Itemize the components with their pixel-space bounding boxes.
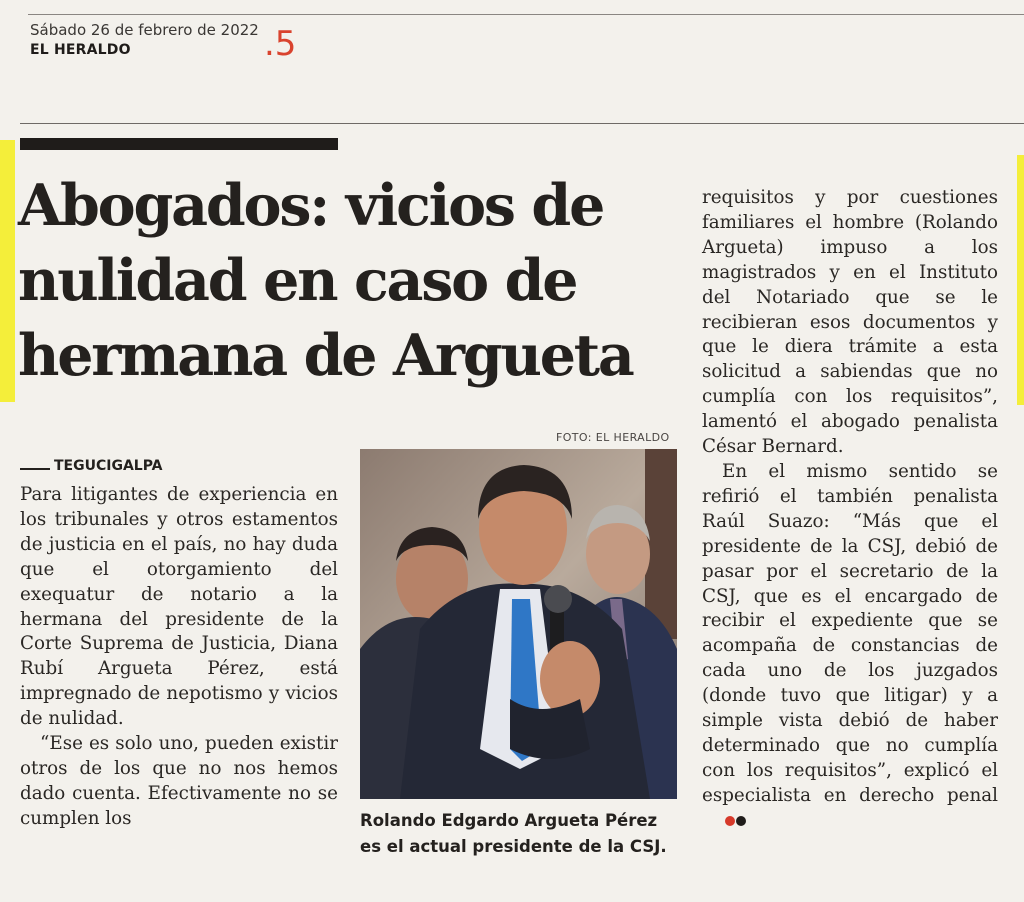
- newspaper-name: EL HERALDO: [30, 42, 131, 58]
- paragraph: requisitos y por cuestiones familiares el hombre (Rolando Argueta) impuso a los magistrados y en el Instituto del Notariado que se le recibieran esos documentos y que le diera trámite a esta solicitud a sabiendas que no cumplía con los requisitos”, lamentó el abogado penalista César Bernard.: [702, 187, 998, 458]
- page-number: .5: [264, 24, 297, 64]
- header-rule: [20, 123, 1024, 124]
- photo-illustration: [360, 449, 677, 799]
- headline-bar: [20, 138, 338, 150]
- end-dot-red: [725, 816, 735, 826]
- dateline: [20, 458, 163, 474]
- end-dot-black: [736, 816, 746, 826]
- highlighter-mark-left: [0, 140, 15, 402]
- top-rule: [28, 14, 1024, 15]
- paragraph: “Ese es solo uno, pueden existir otros de los que no nos hemos dado cuenta. Efectivamente no se cumplen los: [20, 733, 338, 829]
- paragraph: Para litigantes de experiencia en los tribunales y otros estamentos de justicia en el país, no hay duda que el otorgamiento del exequatur de notario a la hermana del presidente de la Corte Suprema de Justicia, Diana Rubí Argueta Pérez, está impregnado de nepotismo y vicios de nulidad.: [20, 484, 338, 730]
- paragraph-final: [702, 460, 998, 834]
- dateline-text: TEGUCIGALPA: [54, 458, 163, 474]
- paragraph-final-text: En el mismo sentido se refirió el también penalista Raúl Suazo: “Más que el presidente de la CSJ, debió de pasar por el secretario de la CSJ, que es el encargado de recibir el expediente que se acompaña de constancias de cada uno de los juzgados (donde tuvo que litigar) y a simple vista debió de haber determinado que no cumplía con los requisitos”, explicó el especialista en derecho penal: [702, 460, 998, 806]
- dateline-dash: [20, 468, 50, 470]
- end-of-article-icon: [704, 809, 746, 834]
- photo-caption: Rolando Edgardo Argueta Pérez es el actual presidente de la CSJ.: [360, 811, 667, 856]
- issue-date: Sábado 26 de febrero de 2022: [30, 21, 259, 39]
- article-column-right: [702, 186, 998, 834]
- article-photo: [360, 449, 677, 799]
- article-column-left: [20, 483, 338, 832]
- photo-credit: FOTO: EL HERALDO: [556, 431, 670, 444]
- highlighter-mark-right: [1017, 155, 1024, 405]
- article-headline: Abogados: vicios de nulidad en caso de hermana de Argueta: [18, 172, 633, 389]
